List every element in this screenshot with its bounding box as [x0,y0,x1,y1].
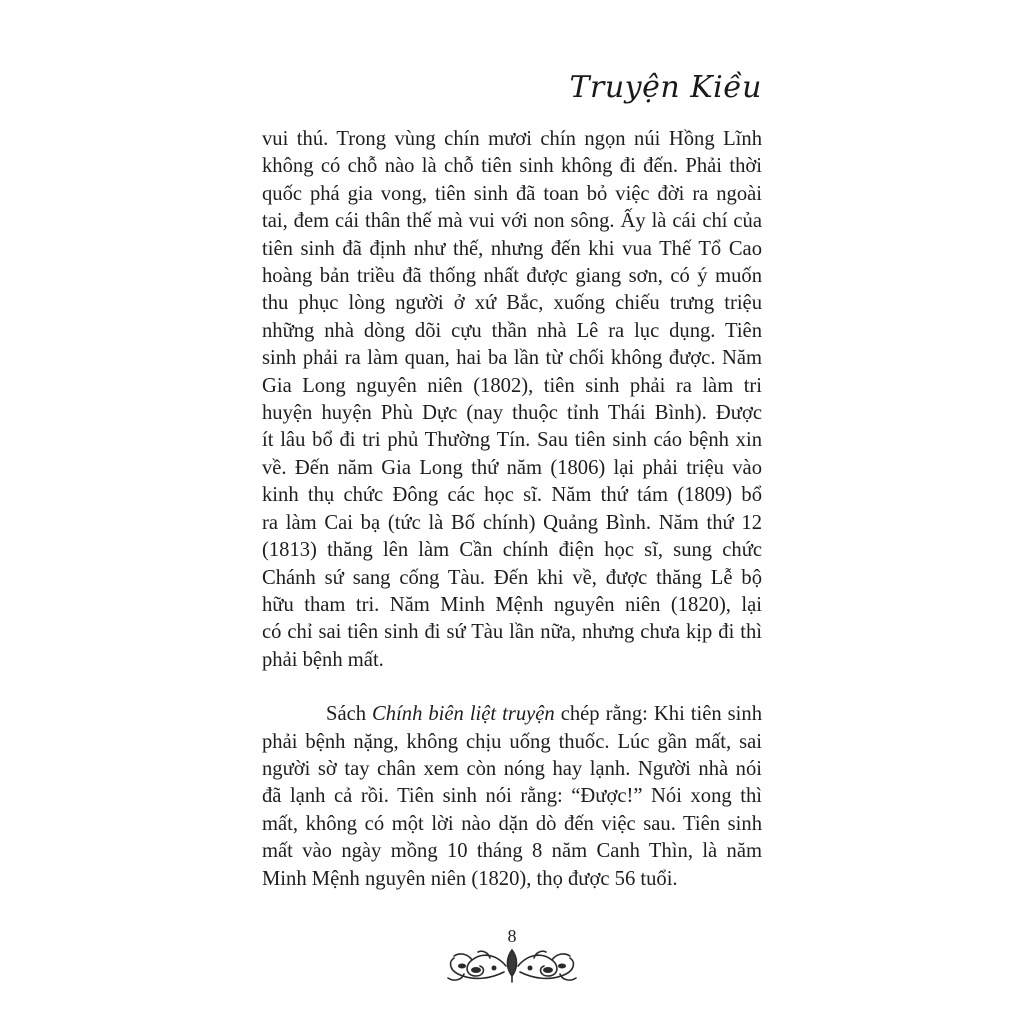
text-line: tai, đem cái thân thế mà vui với non sông. Ấy là cái chí của [262,210,762,233]
text-line: những nhà dòng dõi cựu thần nhà Lê ra lục dụng. Tiên [262,319,762,342]
text-line: về. Đến năm Gia Long thứ năm (1806) lại phải triệu vào [262,456,762,479]
body-text [262,126,762,893]
text-line: không có chỗ nào là chỗ tiên sinh không đi đến. Phải thời [262,155,762,178]
page-number: 8 [507,926,517,946]
text-line: người sờ tay chân xem còn nóng hay lạnh. Người nhà nói [262,757,762,780]
text-line: sinh phải ra làm quan, hai ba lần từ chối không được. Năm [262,347,762,370]
text-line: phải bệnh mất. [262,648,384,671]
text-line: mất, không có một lời nào dặn dò đến việc sau. Tiên sinh [262,812,762,835]
text-line: Gia Long nguyên niên (1802), tiên sinh phải ra làm tri [262,374,762,397]
paragraph-biography [262,126,762,674]
text-line: kinh thụ chức Đông các học sĩ. Năm thứ tám (1809) bổ [262,484,762,507]
text-fragment: chép rằng: Khi tiên sinh [554,703,762,726]
running-title: Truyện Kiều [569,70,762,105]
text-line: huyện huyện Phù Dực (nay thuộc tỉnh Thái Bình). Được [262,402,762,425]
text-line: thu phục lòng người ở xứ Bắc, xuống chiếu trưng triệu [262,292,762,315]
text-line: vui thú. Trong vùng chín mươi chín ngọn núi Hồng Lĩnh [262,128,762,150]
text-line: ít lâu bổ đi tri phủ Thường Tín. Sau tiên sinh cáo bệnh xin [262,429,762,452]
text-line: đã lạnh cả rồi. Tiên sinh nói rằng: “Được!” Nói xong thì [262,785,762,808]
text-line: tiên sinh đã định như thế, nhưng đến khi vua Thế Tổ Cao [262,237,762,260]
text-fragment: Sách [326,703,373,726]
text-line: mất vào ngày mồng 10 tháng 8 năm Canh Thìn, là năm [262,840,762,863]
paragraph-death-account [262,701,762,893]
text-line: phải bệnh nặng, không chịu uống thuốc. Lúc gần mất, sai [262,730,762,753]
text-line: Minh Mệnh nguyên niên (1820), thọ được 56 tuổi. [262,867,678,890]
text-line: có chỉ sai tiên sinh đi sứ Tàu lần nữa, nhưng chưa kịp đi thì [262,621,762,644]
text-line: quốc phá gia vong, tiên sinh đã toan bỏ việc đời ra ngoài [262,182,762,205]
floral-ornament-icon [444,944,580,986]
text-line: ra làm Cai bạ (tức là Bố chính) Quảng Bình. Năm thứ 12 [262,511,762,534]
text-line [262,701,762,728]
text-line: hoàng bản triều đã thống nhất được giang sơn, có ý muốn [262,265,762,288]
text-line: hữu tham tri. Năm Minh Mệnh nguyên niên (1820), lại [262,593,762,616]
text-line: Chánh sứ sang cống Tàu. Đến khi về, được thăng Lễ bộ [262,566,762,589]
book-title: Chính biên liệt truyện [372,703,555,726]
text-line: (1813) thăng lên làm Cần chính điện học sĩ, sung chức [262,539,762,562]
